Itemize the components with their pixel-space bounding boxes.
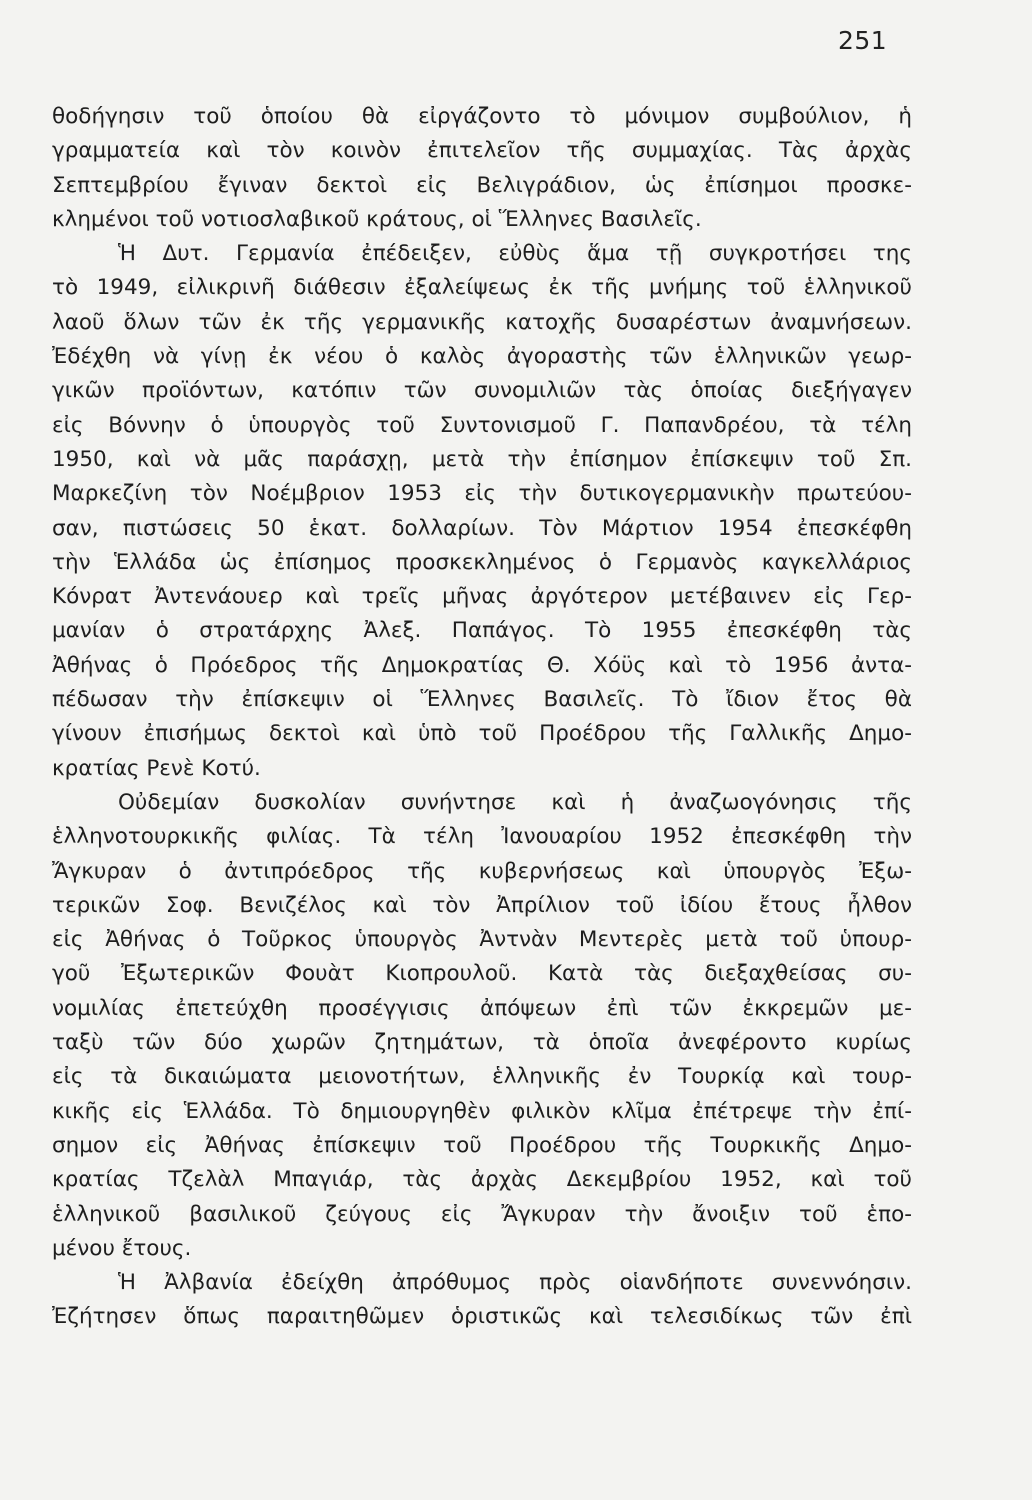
page-number: 251 — [838, 26, 888, 55]
text-line: γραμματεία καὶ τὸν κοινὸν ἐπιτελεῖον τῆς συμμαχίας. Τὰς ἀρχὰς — [52, 138, 912, 164]
text-line: τὸ 1949, εἰλικρινῆ διάθεσιν ἐξαλείψεως ἐκ τῆς μνήμης τοῦ ἑλληνικοῦ — [52, 275, 912, 301]
text-line: 1950, καὶ νὰ μᾶς παράσχῃ, μετὰ τὴν ἐπίσημον ἐπίσκεψιν τοῦ Σπ. — [52, 446, 912, 472]
text-line: Κόνρατ Ἀντενάουερ καὶ τρεῖς μῆνας ἀργότερον μετέβαινεν εἰς Γερ- — [52, 584, 912, 610]
text-line: θοδήγησιν τοῦ ὁποίου θὰ εἰργάζοντο τὸ μόνιμον συμβούλιον, ἡ — [52, 104, 912, 129]
text-line: εἰς Ἀθήνας ὁ Τοῦρκος ὑπουργὸς Ἀντνὰν Μεντερὲς μετὰ τοῦ ὑπουρ- — [52, 927, 912, 953]
text-line: κλημένοι τοῦ νοτιοσλαβικοῦ κράτους, οἱ Ἕλληνες Βασιλεῖς. — [52, 206, 702, 232]
text-line: γοῦ Ἐξωτερικῶν Φουὰτ Κιοπρουλοῦ. Κατὰ τὰς διεξαχθείσας συ- — [52, 961, 912, 987]
text-line: μένου ἔτους. — [52, 1235, 192, 1261]
text-line: Ἡ Ἀλβανία ἐδείχθη ἀπρόθυμος πρὸς οἱανδήποτε συνεννόησιν. — [118, 1270, 912, 1296]
text-line: Ἐζήτησεν ὅπως παραιτηθῶμεν ὁριστικῶς καὶ τελεσιδίκως τῶν ἐπὶ — [52, 1304, 912, 1330]
text-line: ταξὺ τῶν δύο χωρῶν ζητημάτων, τὰ ὁποῖα ἀνεφέροντο κυρίως — [52, 1030, 912, 1056]
text-line: τερικῶν Σοφ. Βενιζέλος καὶ τὸν Ἀπρίλιον τοῦ ἰδίου ἔτους ἦλθον — [52, 892, 912, 918]
text-line: Σεπτεμβρίου ἔγιναν δεκτοὶ εἰς Βελιγράδιον, ὡς ἐπίσημοι προσκε- — [52, 172, 912, 198]
text-line: Ἡ Δυτ. Γερμανία ἐπέδειξεν, εὐθὺς ἅμα τῇ συγκροτήσει της — [118, 241, 912, 267]
text-line: εἰς τὰ δικαιώματα μειονοτήτων, ἑλληνικῆς ἐν Τουρκίᾳ καὶ τουρ- — [52, 1064, 912, 1090]
text-line: Ἄγκυραν ὁ ἀντιπρόεδρος τῆς κυβερνήσεως καὶ ὑπουργὸς Ἐξω- — [52, 858, 912, 884]
text-line: ἑλληνοτουρκικῆς φιλίας. Τὰ τέλη Ἰανουαρίου 1952 ἐπεσκέφθη τὴν — [52, 824, 912, 850]
text-line: Ἐδέχθη νὰ γίνῃ ἐκ νέου ὁ καλὸς ἀγοραστὴς τῶν ἑλληνικῶν γεωρ- — [52, 344, 912, 370]
text-line: Οὐδεμίαν δυσκολίαν συνήντησε καὶ ἡ ἀναζωογόνησις τῆς — [118, 789, 912, 815]
text-line: κρατίας Ρενὲ Κοτύ. — [52, 755, 261, 781]
text-line: γίνουν ἐπισήμως δεκτοὶ καὶ ὑπὸ τοῦ Προέδρου τῆς Γαλλικῆς Δημο- — [52, 721, 912, 747]
text-line: τὴν Ἑλλάδα ὡς ἐπίσημος προσκεκλημένος ὁ Γερμανὸς καγκελλάριος — [52, 549, 912, 575]
body-text — [52, 100, 912, 1335]
text-line: πέδωσαν τὴν ἐπίσκεψιν οἱ Ἕλληνες Βασιλεῖς. Τὸ ἴδιον ἔτος θὰ — [52, 687, 912, 713]
text-line: κρατίας Τζελὰλ Μπαγιάρ, τὰς ἀρχὰς Δεκεμβρίου 1952, καὶ τοῦ — [52, 1167, 912, 1193]
text-line: μανίαν ὁ στρατάρχης Ἀλεξ. Παπάγος. Τὸ 1955 ἐπεσκέφθη τὰς — [52, 618, 912, 644]
text-line: σαν, πιστώσεις 50 ἑκατ. δολλαρίων. Τὸν Μάρτιον 1954 ἐπεσκέφθη — [52, 515, 912, 541]
text-line: κικῆς εἰς Ἑλλάδα. Τὸ δημιουργηθὲν φιλικὸν κλῖμα ἐπέτρεψε τὴν ἐπί- — [52, 1098, 912, 1124]
text-line: νομιλίας ἐπετεύχθη προσέγγισις ἀπόψεων ἐπὶ τῶν ἐκκρεμῶν με- — [52, 995, 912, 1021]
text-line: ἑλληνικοῦ βασιλικοῦ ζεύγους εἰς Ἄγκυραν τὴν ἄνοιξιν τοῦ ἑπο- — [52, 1201, 912, 1227]
text-line: λαοῦ ὅλων τῶν ἐκ τῆς γερμανικῆς κατοχῆς δυσαρέστων ἀναμνήσεων. — [52, 309, 912, 335]
text-line: σημον εἰς Ἀθήνας ἐπίσκεψιν τοῦ Προέδρου τῆς Τουρκικῆς Δημο- — [52, 1132, 912, 1158]
text-line: Ἀθήνας ὁ Πρόεδρος τῆς Δημοκρατίας Θ. Χόϋς καὶ τὸ 1956 ἀντα- — [52, 652, 912, 678]
text-line: γικῶν προϊόντων, κατόπιν τῶν συνομιλιῶν τὰς ὁποίας διεξήγαγεν — [52, 378, 912, 404]
text-line: εἰς Βόννην ὁ ὑπουργὸς τοῦ Συντονισμοῦ Γ. Παπανδρέου, τὰ τέλη — [52, 412, 912, 438]
text-line: Μαρκεζίνη τὸν Νοέμβριον 1953 εἰς τὴν δυτικογερμανικὴν πρωτεύου- — [52, 481, 912, 507]
